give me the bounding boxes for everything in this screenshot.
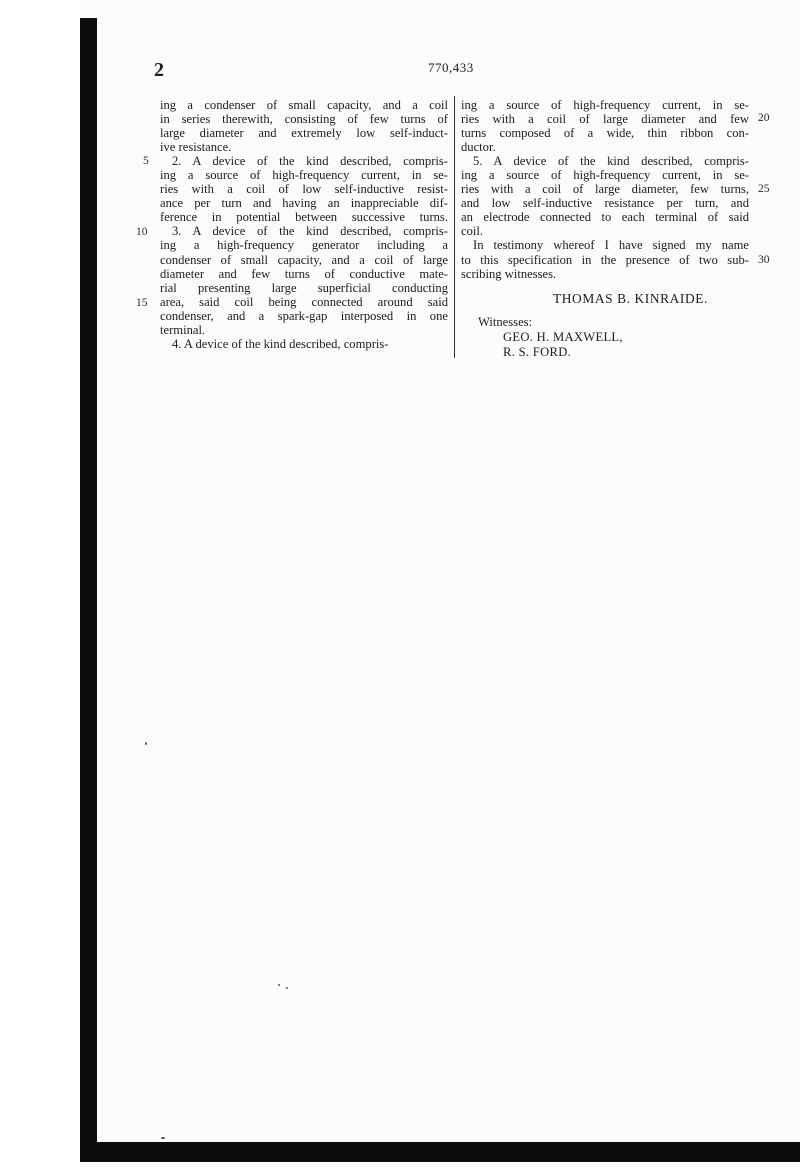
text-line: turns composed of a wide, thin ribbon con- [461,126,749,141]
text-line: to this specification in the presence of two sub- [461,252,749,267]
text-line: ries with a coil of low self-inductive resist- [160,182,448,197]
text-line: ing a high-frequency generator including a [160,238,448,253]
text-line: ance per turn and having an inappreciable dif- [160,196,448,211]
scan-speck [278,984,280,986]
line-number-15: 15 [136,297,148,309]
text-line: an electrode connected to each terminal of said [461,210,749,225]
text-line: 4. A device of the kind described, compris- [172,336,389,351]
text-line: diameter and few turns of conductive mate- [160,266,448,281]
page-number: 2 [154,59,165,81]
inventor-signature: THOMAS B. KINRAIDE. [553,291,708,306]
text-line: and low self-inductive resistance per turn, and [461,196,749,211]
scan-speck [286,987,288,989]
scan-edge-bottom [80,1142,800,1162]
scan-speck [145,742,147,745]
text-line: terminal. [160,322,206,337]
text-line: In testimony whereof I have signed my name [473,238,749,253]
witness-name: GEO. H. MAXWELL, [503,330,623,344]
text-line: ries with a coil of large diameter and few [461,112,749,127]
scan-speck [161,1137,165,1139]
text-line: ductor. [461,140,496,155]
text-line: scribing witnesses. [461,266,557,281]
text-line: ing a source of high-frequency current, in se- [160,168,448,183]
text-line: ing a source of high-frequency current, in se- [461,98,749,112]
scan-edge-left [80,18,97,1158]
line-number-20: 20 [758,112,770,124]
text-line: coil. [461,224,484,239]
text-line: in series therewith, consisting of few turns of [160,112,448,127]
text-line: condenser, and a spark-gap interposed in one [160,308,448,323]
text-line: 5. A device of the kind described, compris- [473,154,749,169]
text-line: rial presenting large superficial conducting [160,280,448,295]
line-number-25: 25 [758,183,770,195]
text-line: condenser of small capacity, and a coil of large [160,252,448,267]
scan-margin-left [0,0,80,1175]
text-line: ference in potential between successive turns. [160,210,448,225]
text-line: 2. A device of the kind described, compris- [172,154,448,169]
line-number-5: 5 [143,155,149,167]
text-line: 3. A device of the kind described, compris- [172,224,448,239]
text-line: ries with a coil of large diameter, few turns, [461,182,749,197]
line-number-30: 30 [758,254,770,266]
text-line: large diameter and extremely low self-induct- [160,126,448,141]
left-column [160,98,448,351]
patent-number: 770,433 [428,60,474,75]
right-column [461,98,749,281]
text-line: ive resistance. [160,140,232,155]
text-line: ing a condenser of small capacity, and a coil [160,98,448,112]
text-line: area, said coil being connected around said [160,294,448,309]
text-line: ing a source of high-frequency current, in se- [461,168,749,183]
column-divider [454,96,455,358]
scan-margin-bottom [0,1162,800,1175]
witness-name: R. S. FORD. [503,345,572,359]
line-number-10: 10 [136,226,148,238]
witnesses-label: Witnesses: [478,315,533,329]
